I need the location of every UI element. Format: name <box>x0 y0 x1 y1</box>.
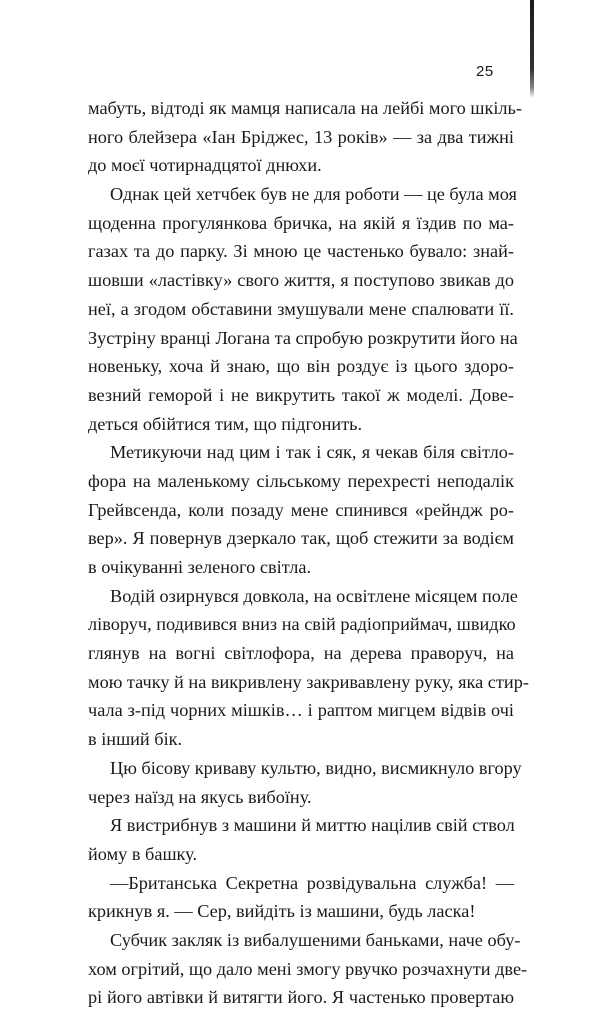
text-line: хом огрітий, що дало мені змогу рвучко розчахнути две- <box>88 958 528 979</box>
paragraph <box>88 926 528 1012</box>
text-line: Водій озирнувся довкола, на освітлене місяцем поле <box>110 585 518 606</box>
text-line: ліворуч, подивився вниз на свій радіоприймач, швидко <box>88 614 516 635</box>
text-line: деться обійтися тим, що підгонить. <box>88 413 363 434</box>
text-line: в інший бік. <box>88 729 183 750</box>
text-line: Метикуючи над цим і так і сяк, я чекав біля світло- <box>110 442 514 463</box>
text-line: крикнув я. — Сер, вийдіть із машини, будь ласка! <box>88 901 476 922</box>
text-line: мабуть, відтоді як мамця написала на лейбі мого шкіль- <box>88 98 522 118</box>
page-edge-marker <box>530 0 534 98</box>
text-line: газах та до парку. Зі мною це частенько бувало: знай- <box>88 241 514 262</box>
paragraph <box>88 582 529 754</box>
paragraph <box>88 811 514 868</box>
text-line: неї, а згодом обставини змушували мене спалювати її. <box>88 298 514 319</box>
text-line: Я вистрибнув з машини й миттю націлив свій ствол <box>110 815 515 836</box>
text-line: вер». Я повернув дзеркало так, щоб стежити за водієм <box>88 528 514 549</box>
text-line: фора на маленькому сільському перехресті неподалік <box>88 470 514 491</box>
text-line: Однак цей хетчбек був не для роботи — це була моя <box>110 184 517 205</box>
text-line: ного блейзера «Іан Бріджес, 13 років» — за два тижні <box>88 126 514 147</box>
paragraph <box>88 438 514 581</box>
text-line: в очікуванні зеленого світла. <box>88 557 312 577</box>
text-line: до моєї чотирнадцятої днюхи. <box>88 155 322 176</box>
text-line: чала з-під чорних мішків… і раптом мигцем відвів очі <box>88 700 514 721</box>
text-line: новеньку, хоча й знаю, що він роздує із цього здоро- <box>88 356 514 377</box>
text-line: везний геморой і не викрутить такої ж моделі. Дове- <box>88 384 514 405</box>
text-line: Субчик закляк із вибалушеними баньками, наче обу- <box>110 929 521 950</box>
text-line: щоденна прогулянкова бричка, на якій я їздив по ма- <box>88 212 514 233</box>
text-line: глянув на вогні світлофора, на дерева праворуч, на <box>88 643 514 664</box>
paragraph <box>88 754 522 811</box>
text-line: шовши «ластівку» свого життя, я поступово звикав до <box>88 270 514 291</box>
paragraph <box>88 869 514 926</box>
text-line: рі його автівки й витягти його. Я частенько провертаю <box>88 987 514 1008</box>
body-text <box>88 94 529 1012</box>
paragraph <box>88 180 518 438</box>
text-line: Зустріну вранці Логана та спробую розкрутити його на <box>88 327 518 348</box>
text-line: Грейвсенда, коли позаду мене спинився «рейндж ро- <box>88 499 514 520</box>
text-line: йому в башку. <box>88 843 198 864</box>
text-line: через наїзд на якусь вибоїну. <box>88 786 312 807</box>
text-line: Цю бісову криваву культю, видно, висмикнуло вгору <box>110 757 522 778</box>
paragraph <box>88 94 522 180</box>
text-line: мою тачку й на викривлену закривавлену руку, яка стир- <box>88 671 529 692</box>
text-line: —Британська Секретна розвідувальна служба! — <box>110 872 514 893</box>
page-number: 25 <box>476 63 494 80</box>
